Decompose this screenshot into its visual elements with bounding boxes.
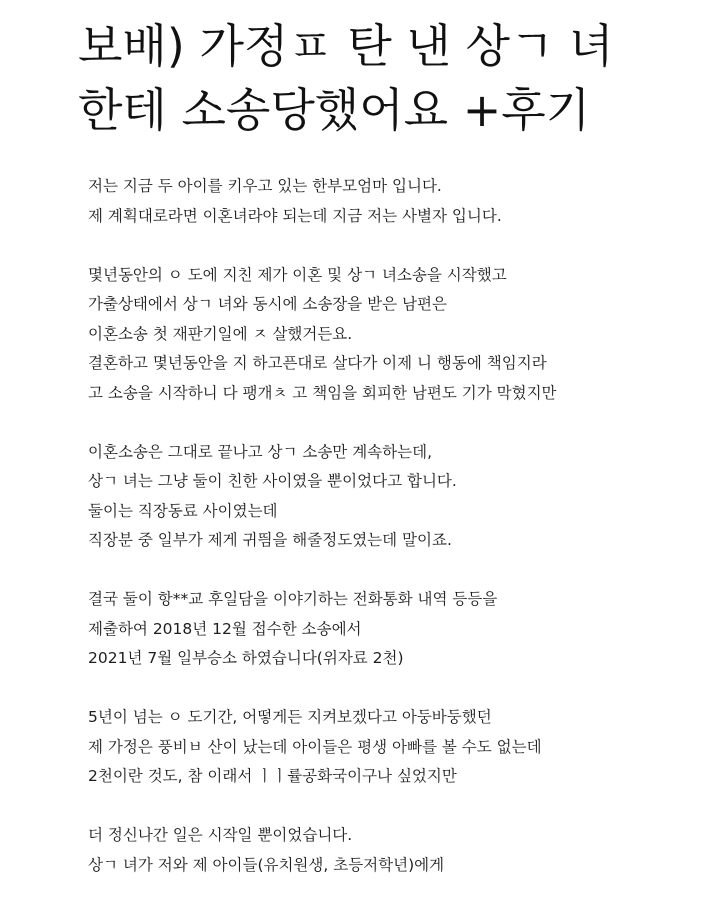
- body-line: 제 계획대로라면 이혼녀라야 되는데 지금 저는 사별자 입니다.: [88, 206, 502, 225]
- paragraph-gap: [88, 792, 708, 822]
- post-title-line-2: 한테 소송당했어요 +후기: [78, 83, 591, 137]
- body-line: 둘이는 직장동료 사이였는데: [88, 501, 278, 520]
- body-line: 결혼하고 몇년동안을 지 하고픈대로 살다가 이제 니 행동에 책임지라: [88, 354, 547, 372]
- body-line: 상ㄱ 녀는 그냥 둘이 친한 사이였을 뿐이었다고 합니다.: [88, 472, 457, 490]
- body-line: 고 소송을 시작하니 다 팽개ㅊ 고 책임을 회피한 남편도 기가 막혔지만: [88, 383, 557, 402]
- post-title-line-1: 보배) 가정ㅍ 탄 낸 상ㄱ 녀: [78, 19, 614, 73]
- body-line: 상ㄱ 녀가 저와 제 아이들(유치원생, 초등저학년)에게: [88, 855, 445, 874]
- body-line: 이혼소송은 그대로 끝나고 상ㄱ 소송만 계속하는데,: [88, 442, 432, 461]
- body-line: 제 가정은 풍비ㅂ 산이 났는데 아이들은 평생 아빠를 볼 수도 없는데: [88, 737, 542, 756]
- body-line: 2021년 7월 일부승소 하였습니다(위자료 2천): [88, 649, 404, 667]
- body-line: 몇년동안의 ㅇ 도에 지친 제가 이혼 및 상ㄱ 녀소송을 시작했고: [88, 265, 507, 284]
- body-line: 5년이 넘는 ㅇ 도기간, 어떻게든 지켜보겠다고 아둥바둥했던: [88, 708, 492, 726]
- paragraph-gap: [88, 674, 708, 704]
- post-title: [78, 14, 708, 142]
- body-line: 결국 둘이 항**교 후일담을 이야기하는 전화통화 내역 등등을: [88, 590, 498, 608]
- body-line: 이혼소송 첫 재판기일에 ㅈ 살했거든요.: [88, 324, 353, 343]
- body-line: 더 정신나간 일은 시작일 뿐이었습니다.: [88, 826, 353, 844]
- body-line: 가출상태에서 상ㄱ 녀와 동시에 소송장을 받은 남편은: [88, 295, 447, 313]
- body-line: 직장분 중 일부가 제게 귀띔을 해줄정도였는데 말이죠.: [88, 531, 452, 549]
- body-line: 2천이란 것도, 참 이래서 ㅣㅣ률공화국이구나 싶었지만: [88, 767, 457, 785]
- body-line: 저는 지금 두 아이를 키우고 있는 한부모엄마 입니다.: [88, 177, 442, 195]
- paragraph-gap: [88, 556, 708, 586]
- post-body: [88, 172, 708, 880]
- paragraph-gap: [88, 231, 708, 261]
- body-line: 제출하여 2018년 12월 접수한 소송에서: [88, 619, 362, 638]
- paragraph-gap: [88, 408, 708, 438]
